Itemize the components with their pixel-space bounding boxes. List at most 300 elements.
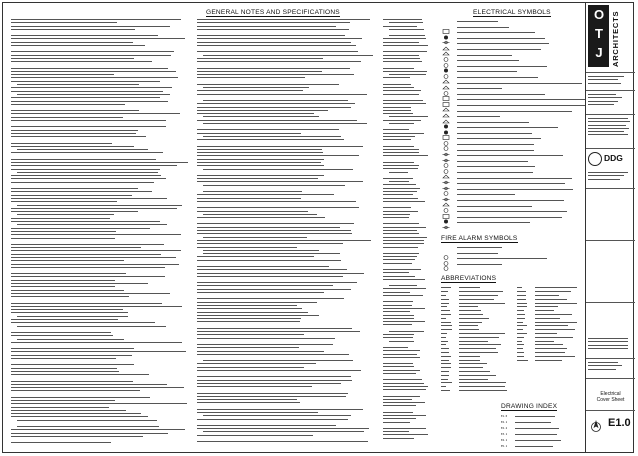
text-line — [11, 407, 109, 408]
text-line — [11, 195, 132, 196]
text-line — [11, 35, 158, 36]
symbol-description — [457, 166, 535, 167]
text-line — [11, 208, 177, 209]
text-line — [383, 227, 426, 228]
text-line — [383, 259, 415, 260]
text-line — [197, 26, 336, 27]
text-line — [383, 418, 416, 419]
text-line — [197, 376, 351, 377]
symbol-icon — [442, 187, 450, 192]
drawing-index-row: E2.1 — [501, 419, 585, 425]
symbol-icon — [442, 181, 450, 186]
text-line — [11, 77, 178, 78]
text-line — [383, 77, 410, 78]
text-line — [197, 298, 344, 299]
general-notes-column-1 — [11, 19, 191, 444]
sheet-number: E1.0 — [608, 417, 631, 429]
text-line — [197, 19, 370, 20]
architect-logo-word: ARCHITECTS — [611, 10, 620, 67]
text-line — [197, 71, 322, 72]
text-line — [383, 295, 423, 296]
text-line — [383, 415, 426, 416]
symbol-icon — [442, 153, 450, 158]
text-line — [383, 207, 411, 208]
text-line — [197, 110, 328, 111]
text-line — [197, 383, 341, 384]
text-line — [203, 100, 348, 101]
text-line — [383, 324, 412, 325]
text-line — [11, 218, 110, 219]
symbol-icon — [442, 164, 450, 169]
text-line — [11, 110, 139, 111]
symbol-icon — [442, 114, 450, 119]
text-line — [383, 263, 412, 264]
symbol-description — [457, 122, 529, 123]
text-line — [11, 273, 126, 274]
text-line — [11, 104, 125, 105]
text-line — [11, 400, 115, 401]
text-line — [383, 256, 417, 257]
text-line — [197, 393, 348, 394]
text-line — [197, 133, 301, 134]
text-line — [11, 342, 182, 343]
text-line — [383, 434, 428, 435]
text-line — [11, 120, 166, 121]
text-line — [383, 136, 415, 137]
text-line — [383, 152, 419, 153]
symbol-legend-row — [439, 262, 585, 268]
text-line — [11, 133, 136, 134]
text-line — [389, 35, 425, 36]
symbol-description — [457, 105, 585, 106]
sheet-details-block — [588, 362, 632, 372]
text-line — [197, 334, 304, 335]
text-line — [11, 254, 161, 255]
text-line — [197, 51, 358, 52]
consultant-address-block — [588, 172, 632, 182]
text-line — [197, 201, 356, 202]
drawing-index-row: E3.1 — [501, 431, 585, 437]
text-line — [11, 165, 177, 166]
text-line — [11, 101, 168, 102]
text-line — [197, 273, 364, 274]
symbol-description — [457, 60, 519, 61]
text-line — [389, 74, 426, 75]
text-line — [383, 103, 426, 104]
text-line — [11, 238, 115, 239]
text-line — [197, 149, 322, 150]
text-line — [383, 370, 420, 371]
text-line — [197, 58, 323, 59]
revision-table — [588, 338, 632, 351]
text-line — [11, 45, 145, 46]
text-line — [11, 198, 167, 199]
text-line — [383, 354, 417, 355]
text-line — [11, 58, 134, 59]
symbol-description — [457, 253, 498, 254]
text-line — [11, 87, 172, 88]
text-line — [383, 107, 411, 108]
electrical-symbols-list — [439, 19, 585, 229]
text-line — [383, 399, 412, 400]
text-line — [11, 162, 188, 163]
text-line — [197, 181, 363, 182]
symbol-icon — [442, 86, 450, 91]
text-line — [383, 129, 409, 130]
text-line — [383, 51, 427, 52]
text-line — [389, 285, 417, 286]
symbol-icon — [442, 125, 450, 130]
text-line — [197, 312, 308, 313]
text-line — [383, 146, 414, 147]
text-line — [11, 175, 161, 176]
symbol-icon — [442, 170, 450, 175]
symbol-description — [457, 194, 515, 195]
text-line — [11, 113, 180, 114]
text-line — [11, 433, 168, 434]
abbreviation-row — [515, 358, 585, 362]
text-line — [197, 321, 300, 322]
text-line — [197, 103, 355, 104]
text-line — [383, 405, 416, 406]
text-line — [383, 422, 410, 423]
symbol-icon — [442, 251, 450, 256]
text-line — [383, 412, 413, 413]
text-line — [197, 230, 351, 231]
text-line — [389, 29, 424, 30]
text-line — [11, 182, 154, 183]
text-line — [383, 155, 428, 156]
text-line — [11, 290, 124, 291]
text-line — [11, 201, 117, 202]
abbreviation-row — [439, 389, 509, 393]
symbol-icon — [442, 19, 450, 24]
text-line — [203, 431, 364, 432]
text-line — [11, 403, 187, 404]
text-line — [197, 282, 357, 283]
text-line — [11, 280, 115, 281]
symbol-description — [457, 155, 563, 156]
text-line — [17, 326, 166, 327]
text-line — [11, 410, 126, 411]
text-line — [389, 116, 428, 117]
text-line — [11, 231, 116, 232]
symbol-icon — [442, 92, 450, 97]
text-line — [197, 402, 300, 403]
text-line — [383, 26, 417, 27]
drawing-sheet — [2, 2, 634, 453]
text-line — [197, 302, 317, 303]
symbol-description — [457, 21, 498, 22]
north-arrow-icon — [590, 418, 602, 432]
symbol-icon — [442, 47, 450, 52]
symbol-description — [457, 27, 509, 28]
symbol-icon — [442, 148, 450, 153]
text-line — [383, 198, 418, 199]
text-line — [11, 286, 115, 287]
text-line — [383, 379, 422, 380]
text-line — [197, 146, 363, 147]
text-line — [383, 337, 413, 338]
text-line — [11, 276, 165, 277]
text-line — [383, 321, 425, 322]
abbreviations-title: ABBREVIATIONS — [441, 275, 497, 282]
text-line — [197, 370, 361, 371]
text-line — [197, 129, 339, 130]
text-line — [17, 94, 170, 95]
consultant-logo: DDG — [588, 152, 632, 170]
text-line — [383, 243, 424, 244]
text-line — [11, 143, 112, 144]
text-line — [197, 292, 324, 293]
symbol-description — [457, 55, 512, 56]
symbol-description — [457, 150, 534, 151]
text-line — [17, 426, 159, 427]
text-line — [383, 237, 427, 238]
symbol-icon — [442, 53, 450, 58]
text-line — [383, 318, 414, 319]
symbol-description — [457, 183, 565, 184]
text-line — [197, 347, 299, 348]
symbol-icon — [442, 41, 450, 46]
text-line — [17, 316, 128, 317]
text-line — [383, 165, 419, 166]
text-line — [17, 205, 182, 206]
text-line — [383, 45, 428, 46]
text-line — [383, 292, 410, 293]
symbol-icon — [442, 159, 450, 164]
text-line — [11, 29, 135, 30]
symbol-icon — [442, 215, 450, 220]
symbol-description — [457, 211, 567, 212]
text-line — [197, 120, 357, 121]
text-line — [203, 87, 309, 88]
text-line — [11, 126, 166, 127]
text-line — [11, 22, 117, 23]
text-line — [197, 386, 312, 387]
symbol-icon — [442, 109, 450, 114]
text-line — [197, 211, 308, 212]
text-line — [11, 358, 116, 359]
text-line — [11, 351, 186, 352]
text-line — [383, 357, 420, 358]
text-line — [383, 240, 424, 241]
symbol-icon — [442, 256, 450, 261]
text-line — [389, 181, 409, 182]
text-line — [17, 224, 167, 225]
text-line — [197, 155, 359, 156]
text-line — [11, 211, 138, 212]
text-line — [383, 431, 409, 432]
symbol-icon — [442, 64, 450, 69]
abbreviations-list-right — [515, 286, 585, 366]
text-line — [197, 45, 356, 46]
text-line — [17, 214, 114, 215]
text-line — [383, 438, 414, 439]
text-line — [11, 442, 111, 443]
text-line — [11, 267, 165, 268]
text-line — [11, 381, 133, 382]
symbol-description — [457, 32, 535, 33]
symbol-description — [457, 133, 532, 134]
general-notes-column-3 — [383, 19, 431, 444]
text-line — [11, 117, 123, 118]
text-line — [383, 347, 408, 348]
text-line — [11, 81, 160, 82]
text-line — [383, 383, 424, 384]
symbol-description — [457, 138, 541, 139]
text-line — [11, 42, 133, 43]
text-line — [11, 319, 118, 320]
text-line — [383, 139, 411, 140]
text-line — [197, 243, 343, 244]
sheet-title-line-1: Electrical — [600, 391, 621, 397]
text-line — [203, 136, 341, 137]
symbol-description — [457, 200, 564, 201]
fire-alarm-symbols-title: FIRE ALARM SYMBOLS — [441, 235, 518, 242]
fire-alarm-symbols-list — [439, 245, 585, 271]
text-line — [197, 318, 301, 319]
text-line — [11, 152, 163, 153]
symbol-icon — [442, 204, 450, 209]
text-line — [383, 58, 420, 59]
text-line — [11, 322, 155, 323]
text-line — [383, 38, 426, 39]
text-line — [383, 55, 419, 56]
text-line — [197, 152, 323, 153]
symbol-icon — [442, 142, 450, 147]
text-line — [197, 84, 339, 85]
text-line — [383, 87, 414, 88]
text-line — [197, 22, 350, 23]
text-line — [11, 191, 152, 192]
text-line — [11, 293, 170, 294]
text-line — [389, 331, 424, 332]
text-line — [11, 257, 176, 258]
text-line — [11, 384, 167, 385]
text-line — [383, 389, 426, 390]
text-line — [197, 276, 343, 277]
text-line — [383, 230, 417, 231]
text-line — [11, 247, 141, 248]
general-notes-column-2 — [197, 19, 377, 444]
text-line — [17, 149, 148, 150]
text-line — [197, 42, 351, 43]
symbol-icon — [442, 131, 450, 136]
text-line — [197, 399, 297, 400]
abbreviations-list-left — [439, 286, 509, 396]
text-line — [383, 288, 426, 289]
text-line — [11, 390, 140, 391]
text-line — [197, 328, 352, 329]
text-line — [11, 91, 163, 92]
text-line — [197, 269, 347, 270]
text-line — [197, 74, 354, 75]
symbol-description — [457, 38, 545, 39]
text-line — [11, 97, 160, 98]
text-line — [383, 71, 427, 72]
text-line — [11, 136, 146, 137]
text-line — [11, 429, 185, 430]
text-line — [197, 29, 349, 30]
symbol-description — [457, 83, 582, 84]
symbol-description — [457, 258, 547, 259]
text-line — [383, 113, 413, 114]
text-line — [197, 178, 318, 179]
symbol-icon — [442, 262, 450, 267]
symbol-description — [457, 206, 532, 207]
text-line — [197, 266, 329, 267]
text-line — [383, 194, 413, 195]
text-line — [11, 250, 181, 251]
text-line — [197, 409, 363, 410]
text-line — [197, 165, 324, 166]
text-line — [197, 425, 336, 426]
text-line — [383, 386, 428, 387]
text-line — [11, 374, 149, 375]
text-line — [389, 172, 408, 173]
text-line — [11, 303, 162, 304]
text-line — [197, 338, 335, 339]
symbol-description — [457, 172, 533, 173]
text-line — [203, 169, 353, 170]
symbol-description — [457, 99, 585, 100]
text-line — [383, 211, 418, 212]
text-line — [383, 19, 422, 20]
text-line — [11, 228, 150, 229]
symbol-description — [457, 111, 572, 112]
text-line — [17, 84, 139, 85]
text-line — [11, 51, 174, 52]
text-line — [203, 116, 319, 117]
text-line — [203, 415, 351, 416]
text-line — [197, 412, 318, 413]
drawing-index-row: E5.1 — [501, 443, 585, 449]
title-block — [585, 2, 634, 453]
text-line — [389, 123, 414, 124]
engineer-info-block — [588, 118, 632, 138]
text-line — [383, 61, 422, 62]
text-line — [197, 331, 360, 332]
drawing-index-title: DRAWING INDEX — [501, 403, 558, 410]
text-line — [197, 61, 361, 62]
text-line — [197, 305, 297, 306]
text-line — [197, 354, 349, 355]
symbol-description — [457, 144, 534, 145]
text-line — [11, 264, 179, 265]
text-line — [197, 419, 348, 420]
symbol-icon — [442, 30, 450, 35]
text-line — [197, 207, 359, 208]
text-line — [197, 367, 304, 368]
text-line — [11, 309, 123, 310]
text-line — [197, 68, 350, 69]
text-line — [383, 269, 421, 270]
text-line — [197, 162, 321, 163]
drawing-index-row: E4.1 — [501, 437, 585, 443]
text-line — [389, 341, 414, 342]
text-line — [383, 90, 421, 91]
symbol-description — [457, 49, 541, 50]
symbol-description — [457, 222, 530, 223]
text-line — [11, 364, 134, 365]
text-line — [197, 435, 313, 436]
text-line — [197, 344, 333, 345]
symbol-icon — [442, 81, 450, 86]
text-line — [383, 42, 419, 43]
symbol-icon — [442, 176, 450, 181]
text-line — [383, 315, 414, 316]
